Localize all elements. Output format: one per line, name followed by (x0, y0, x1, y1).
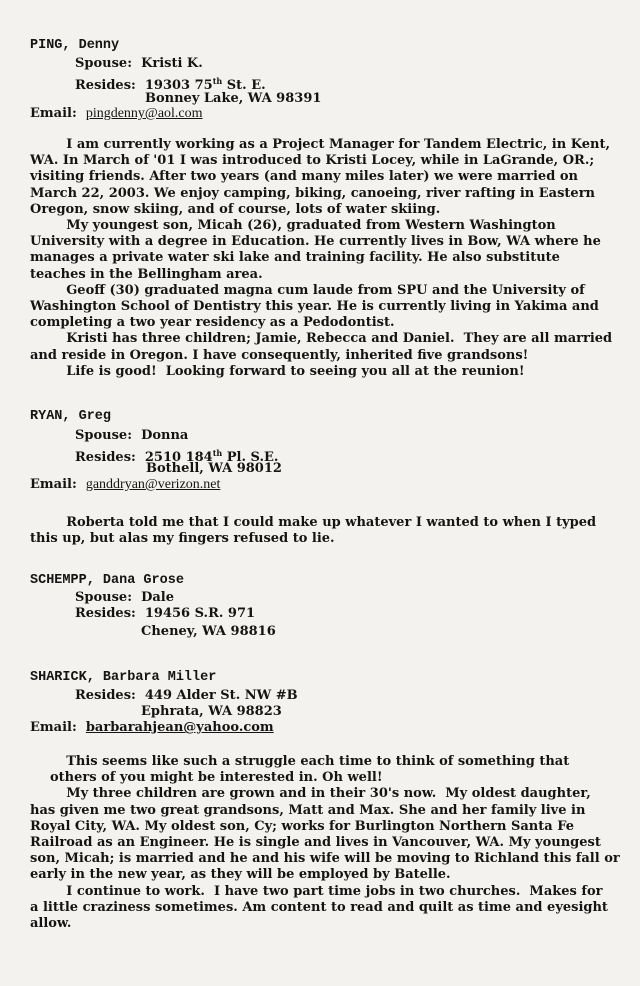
address-line-1: 19303 75th St. E. (144, 76, 266, 93)
email-label: Email: (30, 477, 77, 492)
resides-label: Resides: (75, 450, 136, 465)
body-line: allow. (30, 916, 72, 932)
body-line: Oregon, snow skiing, and of course, lots of water skiing. (30, 201, 441, 217)
spouse-value: Kristi K. (141, 56, 203, 71)
body-line: March 22, 2003. We enjoy camping, biking, canoeing, river rafting in Eastern (30, 185, 595, 201)
email-label: Email: (30, 720, 77, 735)
address-line-1: 19456 S.R. 971 (144, 606, 256, 621)
body-line: teaches in the Bellingham area. (30, 266, 263, 282)
body-line: University with a degree in Education. He currently lives in Bow, WA where he (30, 234, 601, 250)
body-line: has given me two great grandsons, Matt and Max. She and her family live in (30, 802, 586, 818)
body-line: completing a two year residency as a Pedodontist. (30, 315, 395, 331)
spouse-line (75, 590, 174, 606)
body-line: and reside in Oregon. I have consequently, inherited five grandsons! (30, 347, 529, 363)
body-line: Railroad as an Engineer. He is single and lives in Vancouver, WA. My youngest (30, 835, 601, 851)
email-label: Email: (30, 106, 77, 121)
body-line: others of you might be interested in. Oh well! (50, 770, 383, 786)
spouse-label: Spouse: (75, 56, 132, 71)
resides-line (75, 606, 255, 622)
entry-body (30, 754, 620, 932)
resides-label: Resides: (75, 688, 136, 703)
spouse-line (75, 428, 188, 444)
body-line: visiting friends. After two years (and many miles later) we were married on (30, 169, 578, 185)
body-line: Geoff (30) graduated magna cum laude from SPU and the University of (30, 282, 585, 298)
address-line-2: Bonney Lake, WA 98391 (145, 91, 322, 106)
entry-name: SCHEMPP, Dana Grose (30, 573, 184, 588)
spouse-line (75, 56, 203, 72)
spouse-value: Dale (141, 590, 174, 605)
resides-line (75, 688, 298, 704)
entry-name: PING, Denny (30, 38, 120, 53)
resides-label: Resides: (75, 78, 136, 93)
address-line-2: Ephrata, WA 98823 (141, 704, 282, 719)
body-line: Washington School of Dentistry this year. He is currently living in Yakima and (30, 299, 599, 315)
entry-body (30, 137, 612, 380)
body-line: Kristi has three children; Jamie, Rebecca and Daniel. They are all married (30, 331, 613, 347)
address-line-1: 449 Alder St. NW #B (144, 688, 298, 703)
body-line: Roberta told me that I could make up whatever I wanted to when I typed (30, 515, 597, 530)
entry-name: RYAN, Greg (30, 409, 112, 424)
body-line: WA. In March of '01 I was introduced to Kristi Locey, while in LaGrande, OR.; (30, 153, 595, 169)
body-line: My youngest son, Micah (26), graduated from Western Washington (30, 218, 556, 234)
body-line: I am currently working as a Project Manager for Tandem Electric, in Kent, (30, 137, 610, 152)
entry-name: SHARICK, Barbara Miller (30, 670, 217, 685)
body-line: I continue to work. I have two part time jobs in two churches. Makes for (30, 883, 603, 899)
address-line-2: Cheney, WA 98816 (141, 624, 276, 639)
body-line: manages a private water ski lake and training facility. He also substitute (30, 250, 560, 266)
body-line: Life is good! Looking forward to seeing you all at the reunion! (30, 363, 525, 379)
body-line: son, Micah; is married and he and his wife will be moving to Richland this fall or (30, 851, 620, 867)
email-line (30, 106, 203, 122)
body-line: This seems like such a struggle each time to think of something that (30, 754, 570, 769)
email-link[interactable]: ganddryan@verizon.net (85, 477, 221, 492)
resides-label: Resides: (75, 606, 136, 621)
email-link[interactable]: pingdenny@aol.com (85, 106, 203, 121)
spouse-label: Spouse: (75, 590, 132, 605)
body-line: Royal City, WA. My oldest son, Cy; works for Burlington Northern Santa Fe (30, 818, 575, 834)
email-line (30, 720, 274, 736)
entry-body (30, 515, 596, 547)
body-line: a little craziness sometimes. Am content to read and quilt as time and eyesight (30, 899, 608, 915)
address-line-1: 2510 184th Pl. S.E. (144, 448, 279, 465)
spouse-value: Donna (141, 428, 189, 443)
body-line: early in the new year, as they will be employed by Batelle. (30, 867, 451, 883)
body-line: this up, but alas my fingers refused to lie. (30, 531, 335, 547)
body-line: My three children are grown and in their 30's now. My oldest daughter, (30, 786, 591, 802)
spouse-label: Spouse: (75, 428, 132, 443)
email-line (30, 477, 220, 493)
email-link[interactable]: barbarahjean@yahoo.com (85, 720, 274, 735)
address-line-2: Bothell, WA 98012 (146, 461, 282, 476)
